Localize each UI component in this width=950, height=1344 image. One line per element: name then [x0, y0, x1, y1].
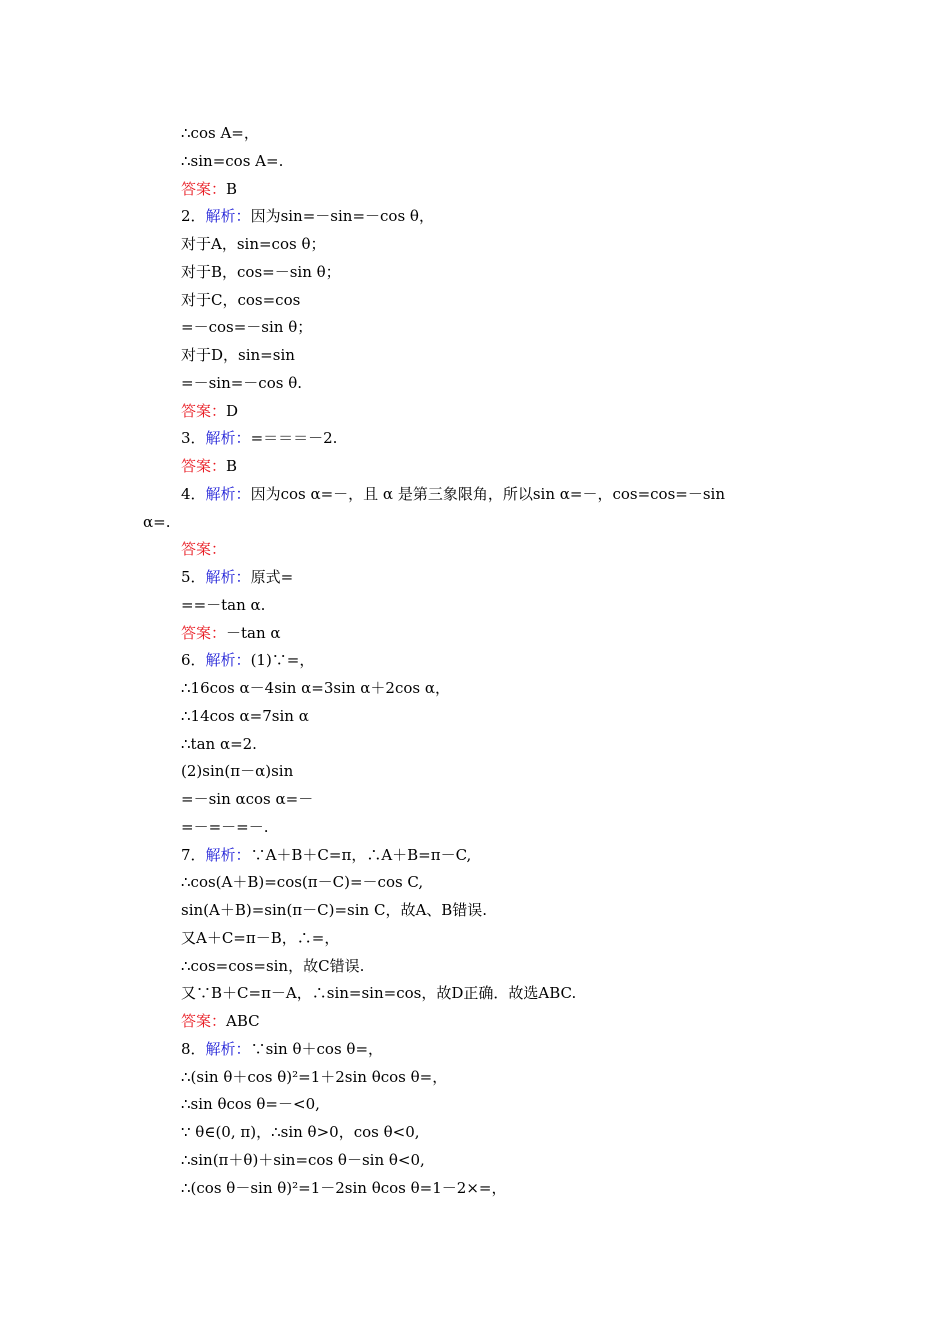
line-text: 6． — [181, 651, 206, 670]
text-line — [0, 343, 950, 367]
text-line — [0, 870, 950, 894]
answer-label: 答案： — [181, 457, 227, 475]
text-line — [0, 648, 950, 672]
text-line — [0, 537, 950, 561]
text-line — [0, 1176, 950, 1200]
line-text: ∴(cos θ－sin θ)²=1－2sin θcos θ=1－2×=， — [181, 1178, 507, 1197]
text-line — [0, 1009, 950, 1033]
line-text: ∴cos A=， — [181, 124, 259, 142]
text-line — [0, 732, 950, 756]
line-text: ∵A＋B＋C=π，∴A＋B=π－C, — [250, 845, 472, 864]
text-line — [0, 260, 950, 284]
line-text: ∴tan α=2. — [181, 734, 257, 753]
text-line — [0, 288, 950, 312]
line-text: (2)sin(π－α)sin — [181, 762, 294, 781]
line-text: 3． — [181, 429, 206, 448]
answer-label: 答案： — [181, 401, 227, 420]
text-line — [0, 371, 950, 395]
text-line — [0, 1092, 950, 1116]
text-line — [0, 1065, 950, 1089]
line-text: 2． — [181, 207, 206, 226]
text-line — [0, 787, 950, 811]
text-line — [0, 426, 950, 450]
analysis-label: 解析： — [205, 845, 251, 864]
line-text: 又∵B＋C=π－A，∴sin=sin=cos，故D正确．故选ABC. — [181, 984, 577, 1003]
answer-label: 答案： — [181, 623, 227, 642]
line-text: B — [226, 457, 238, 475]
line-text: ∴cos=cos=sin，故C错误. — [181, 956, 365, 975]
text-line — [0, 565, 950, 589]
line-text: ∴sin θcos θ=－<0, — [181, 1095, 320, 1114]
text-line — [0, 1037, 950, 1061]
line-text: 又A＋C=π－B，∴=， — [181, 928, 340, 947]
line-text: ∴sin=cos A=. — [181, 151, 284, 170]
line-text: ABC — [226, 1012, 260, 1030]
line-text: ∴cos(A＋B)=cos(π－C)=－cos C, — [181, 873, 424, 892]
text-line — [0, 926, 950, 950]
text-line — [0, 149, 950, 173]
line-text: 7． — [181, 845, 206, 864]
line-text: ∴sin(π＋θ)＋sin=cos θ－sin θ<0, — [181, 1150, 425, 1169]
line-text: －tan α — [226, 623, 281, 642]
line-text: =－sin αcos α=－ — [181, 790, 314, 808]
answer-label: 答案： — [181, 540, 227, 559]
text-line — [0, 954, 950, 978]
text-line — [0, 815, 950, 839]
line-text: =＝＝＝－2. — [250, 429, 338, 448]
analysis-label: 解析： — [205, 651, 251, 670]
line-text: (1)∵=， — [250, 651, 315, 670]
analysis-label: 解析： — [205, 207, 251, 226]
text-line — [0, 759, 950, 783]
line-text: ∴14cos α=7sin α — [181, 706, 309, 725]
line-text: 对于B，cos=－sin θ； — [181, 262, 341, 281]
text-line — [0, 454, 950, 478]
line-text: 8． — [181, 1039, 206, 1058]
text-line — [0, 676, 950, 700]
text-line — [0, 482, 950, 506]
text-line — [0, 593, 950, 617]
line-text: ∵ θ∈(0, π)，∴sin θ>0，cos θ<0, — [181, 1123, 420, 1141]
line-text: =－cos=－sin θ； — [181, 318, 313, 337]
line-text: B — [226, 179, 238, 198]
line-text: sin(A＋B)=sin(π－C)=sin C，故A、B错误. — [181, 901, 488, 919]
line-text: D — [226, 401, 239, 420]
text-line — [0, 1148, 950, 1172]
text-line — [0, 315, 950, 339]
line-text: 原式= — [250, 568, 294, 586]
text-line — [0, 510, 950, 534]
answer-label: 答案： — [181, 1012, 227, 1030]
text-line — [0, 843, 950, 867]
line-text: 5． — [181, 568, 206, 586]
text-line — [0, 204, 950, 228]
text-line — [0, 399, 950, 423]
line-text: 4． — [181, 484, 206, 503]
line-text: 对于D，sin=sin — [181, 346, 295, 364]
text-line — [0, 621, 950, 645]
analysis-label: 解析： — [205, 429, 251, 448]
text-line — [0, 177, 950, 201]
line-text: ∴16cos α－4sin α=3sin α＋2cos α， — [181, 679, 450, 697]
text-line — [0, 898, 950, 922]
text-line — [0, 981, 950, 1005]
line-text: =－=－=－. — [181, 817, 269, 836]
line-text: =－sin=－cos θ. — [181, 373, 302, 392]
line-text: 因为sin=－sin=－cos θ， — [250, 207, 434, 226]
text-line — [0, 704, 950, 728]
text-line — [0, 1120, 950, 1144]
analysis-label: 解析： — [205, 1039, 251, 1058]
line-text: ==－tan α. — [181, 595, 266, 614]
line-text: α=. — [143, 512, 171, 531]
analysis-label: 解析： — [205, 568, 251, 586]
text-line — [0, 121, 950, 145]
line-text: 对于A，sin=cos θ； — [181, 235, 326, 253]
line-text: 因为cos α=－，且 α 是第三象限角，所以sin α=－，cos=cos=－sin — [250, 484, 725, 503]
line-text: 对于C，cos=cos — [181, 290, 301, 309]
answer-label: 答案： — [181, 179, 227, 198]
text-line — [0, 232, 950, 256]
line-text: ∵sin θ＋cos θ=， — [250, 1039, 384, 1058]
line-text: ∴(sin θ＋cos θ)²=1＋2sin θcos θ=， — [181, 1067, 448, 1086]
analysis-label: 解析： — [205, 484, 251, 503]
